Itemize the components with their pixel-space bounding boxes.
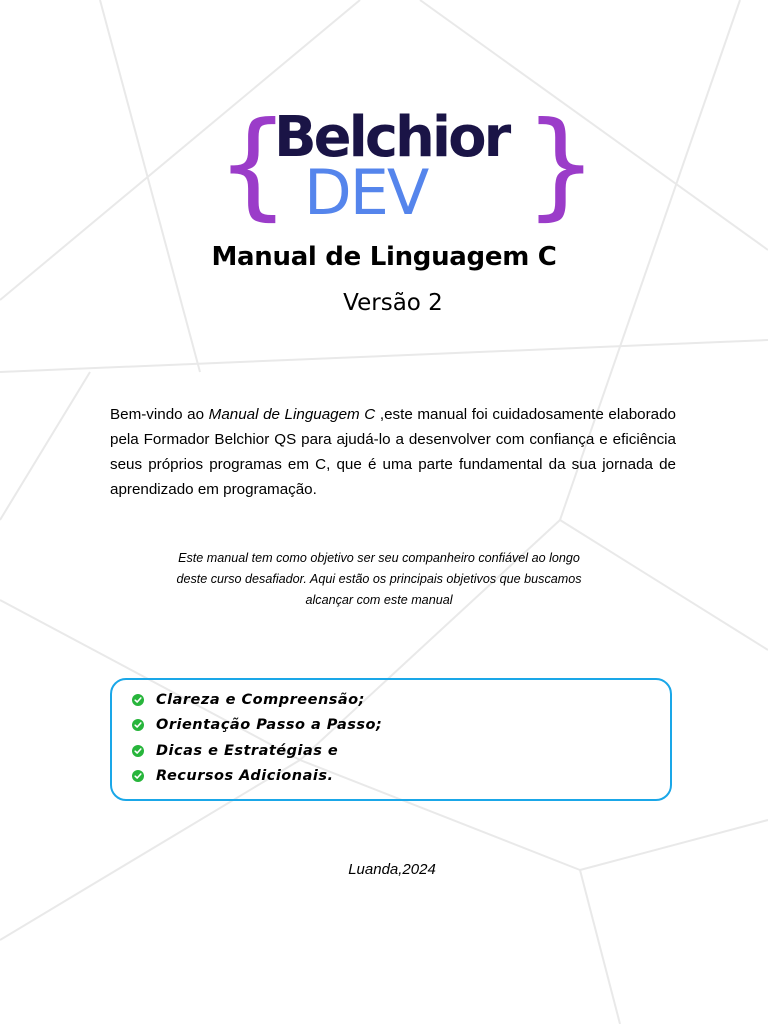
goal-item	[132, 687, 670, 713]
goal-item	[132, 713, 670, 739]
goal-item	[132, 764, 670, 790]
document-title: Manual de Linguagem C	[211, 242, 557, 272]
check-circle-icon	[132, 770, 144, 782]
place-date: Luanda,2024	[348, 861, 436, 878]
goals-box	[110, 678, 672, 801]
check-circle-icon	[132, 719, 144, 731]
goal-label: Recursos Adicionais.	[156, 768, 334, 785]
check-circle-icon	[132, 745, 144, 757]
intro-manual-name: Manual de Linguagem C	[208, 406, 376, 423]
objective-paragraph: Este manual tem como objetivo ser seu companheiro confiável ao longo deste curso desafiador. Aqui estão os principais objetivos que buscamos alcançar com este manual	[176, 551, 582, 607]
logo-left-brace: {	[216, 97, 290, 232]
intro-body: ,este manual foi cuidadosamente elaborado pela Formador Belchior QS para ajudá-lo a desenvolver com confiança e eficiência seus próprios programas em C, que é uma parte fundamental da sua jornada de aprendizado em programação.	[110, 406, 676, 498]
document-version: Versão 2	[343, 290, 443, 316]
intro-prefix: Bem-vindo ao	[110, 406, 209, 423]
check-circle-icon	[132, 694, 144, 706]
goal-item	[132, 738, 670, 764]
logo-suffix: DEV	[304, 156, 428, 229]
goal-label: Dicas e Estratégias e	[156, 742, 339, 759]
intro-paragraph	[110, 402, 676, 502]
goal-label: Orientação Passo a Passo;	[156, 717, 383, 734]
logo-right-brace: }	[524, 97, 598, 232]
belchior-dev-logo	[216, 97, 598, 232]
logo-name: Belchior	[274, 105, 509, 170]
goal-label: Clareza e Compreensão;	[156, 691, 365, 708]
